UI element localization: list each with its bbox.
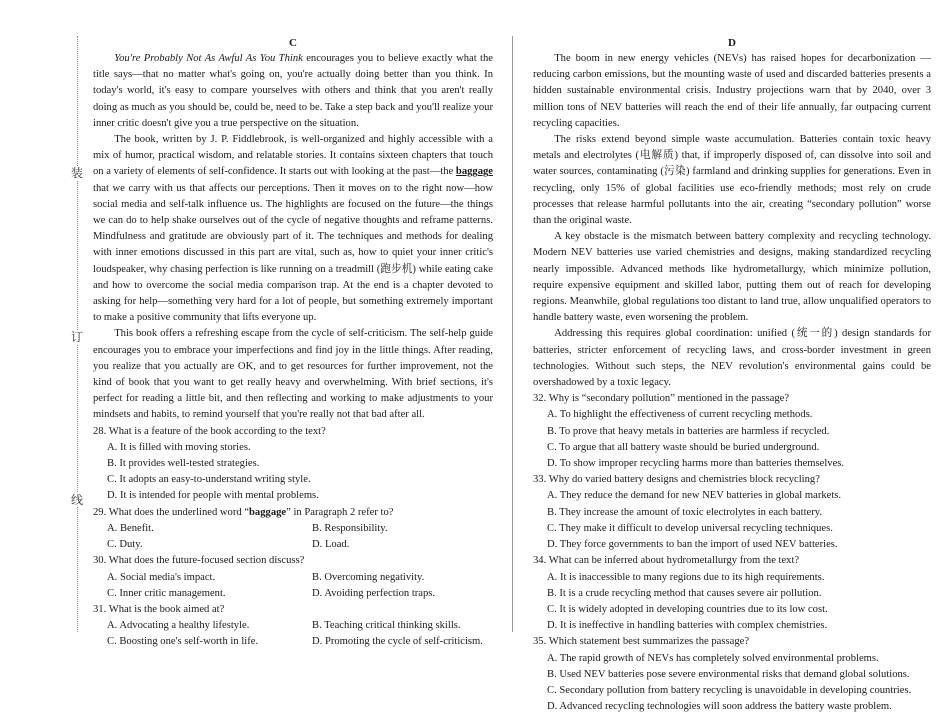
option-d[interactable]: D. Avoiding perfection traps. xyxy=(312,587,436,599)
section-c-paragraph-1: You're Probably Not As Awful As You Think encourages you to believe exactly what the title says—that no matter what's going on, you're actually doing better than you think. In today's world, it's easy to compare yourselves with others and think that you aren't really doing as much as you should be, could be, need to be. Take a step back and you'll realize your inner critic doesn't give you a true perspective on the situation. xyxy=(93,53,493,129)
question-35 xyxy=(533,634,931,715)
option-c[interactable]: C. It adopts an easy-to-understand writing style. xyxy=(107,474,311,486)
section-c-paragraph-3: This book offers a refreshing escape from the cycle of self-criticism. The self-help guide encourages you to embrace your imperfections and find joy in the little things. After reading, you realize that you actually are OK, and to get resources for further improvement, not the kind of book that you want to get really heavy and overwhelming. With brief sections, it's perfect for reading a little bit, and then reflecting and working to make adjustments to your mindsets and habits, to remind yourself that you're really not that bad after all. xyxy=(93,328,493,421)
option-a[interactable]: A. It is inaccessible to many regions due to its high requirements. xyxy=(547,571,825,583)
option-a[interactable]: A. They reduce the demand for new NEV batteries in global markets. xyxy=(547,490,842,502)
option-c[interactable]: C. Inner critic management. xyxy=(107,587,226,599)
option-d[interactable]: D. Promoting the cycle of self-criticism. xyxy=(312,636,483,648)
question-stem: 29. What does the underlined word “baggage” in Paragraph 2 refer to? xyxy=(93,506,394,518)
question-34 xyxy=(533,553,931,634)
section-d-paragraph-4: Addressing this requires global coordination: unified (统一的) design standards for batteries, stricter enforcement of recycling laws, and cross-border investment in green technologies. Without such steps, the NEV revolution's environmental gains could be overshadowed by a toxic legacy. xyxy=(533,328,931,389)
section-d-title: D xyxy=(728,37,736,49)
option-b[interactable]: B. To prove that heavy metals in batteries are harmless if recycled. xyxy=(547,425,830,437)
section-d-paragraph-1: The boom in new energy vehicles (NEVs) has raised hopes for decarbonization — reducing carbon emissions, but the mounting waste of used and discarded batteries presents a hidden sustainable environmental crisis. Industry projections warn that by 2040, over 3 million tons of NEV batteries will reach the end of their life annually, far outpacing current recycling capacities. xyxy=(533,53,931,129)
question-stem: 28. What is a feature of the book according to the text? xyxy=(93,425,326,437)
section-d-paragraph-2: The risks extend beyond simple waste accumulation. Batteries contain toxic heavy metals and electrolytes (电解质) that, if improperly disposed of, can dissolve into soil and water sources, contaminating (污染) farmland and drinking supplies for generations. Even in recycling, only 15% of global facilities use eco-friendly methods; most rely on crude processes that release harmful pollutants into the air, creating “secondary pollution” worse than the original waste. xyxy=(533,134,931,227)
option-d[interactable]: D. Advanced recycling technologies will soon address the battery waste problem. xyxy=(547,701,892,713)
option-c[interactable]: C. They make it difficult to develop universal recycling techniques. xyxy=(547,522,833,534)
option-d[interactable]: D. It is intended for people with mental problems. xyxy=(107,490,319,502)
option-c[interactable]: C. Boosting one's self-worth in life. xyxy=(107,636,259,648)
question-28 xyxy=(93,424,493,505)
option-b[interactable]: B. Overcoming negativity. xyxy=(312,571,425,583)
option-b[interactable]: B. Teaching critical thinking skills. xyxy=(312,620,461,632)
underlined-word: baggage xyxy=(455,166,493,178)
option-b[interactable]: B. Used NEV batteries pose severe environmental risks that demand global solutions. xyxy=(547,668,910,680)
option-a[interactable]: A. It is filled with moving stories. xyxy=(107,441,251,453)
question-30 xyxy=(93,553,493,602)
question-stem: 32. Why is “secondary pollution” mentioned in the passage? xyxy=(533,393,790,405)
option-d[interactable]: D. To show improper recycling harms more than batteries themselves. xyxy=(547,458,845,470)
option-c[interactable]: C. To argue that all battery waste should be buried underground. xyxy=(547,441,820,453)
section-d xyxy=(533,36,931,715)
option-c[interactable]: C. Secondary pollution from battery recycling is unavoidable in developing countries. xyxy=(547,684,912,696)
binding-mark-xian: 线 xyxy=(70,493,83,507)
option-c[interactable]: C. Duty. xyxy=(107,539,143,551)
option-b[interactable]: B. It provides well-tested strategies. xyxy=(107,458,260,470)
option-d[interactable]: D. Load. xyxy=(312,539,350,551)
section-d-paragraph-3: A key obstacle is the mismatch between battery complexity and recycling technology. Modern NEV batteries use varied chemistries and designs, making standardized recycling nearly impossible. Advanced methods like hydrometallurgy, which minimize pollution, require expensive equipment and skilled labor, putting them out of reach for developing regions. Meanwhile, global regulations too distant to land true, allow unqualified operators to handle battery waste, even worsening the problem. xyxy=(533,231,931,324)
question-stem: 34. What can be inferred about hydrometallurgy from the text? xyxy=(533,555,800,567)
column-divider xyxy=(512,36,513,632)
binding-mark-zhuang: 装 xyxy=(70,166,83,180)
section-c-paragraph-2: The book, written by J. P. Fiddlebrook, is well-organized and highly accessible with a mix of humor, practical wisdom, and relatable stories. It contains sixteen chapters that touch on a variety of elements of self-confidence. It starts out with looking at the past—the baggage that we carry with us that affects our perceptions. Then it moves on to the right now—how social media and self-talk influence us. The highlights are focused on the future—the things we can do to help shake ourselves out of the cycle of negative thoughts and reframe patterns. Mindfulness and gratitude are obviously part of it. The techniques and methods for dealing with inner emotions discussed in this part are vital, such as, how to quiet your inner critic's loudspeaker, why chasing perfection is like running on a treadmill (跑步机) while eating cake and how to overcome the social media comparison trap. At the end is a chapter devoted to asking for help—something very hard for a lot of people, but something extremely important to make a positive community that lifts everyone up. xyxy=(93,134,493,324)
option-c[interactable]: C. It is widely adopted in developing countries due to its low cost. xyxy=(547,603,828,615)
question-29 xyxy=(93,505,493,554)
section-c xyxy=(93,36,493,651)
question-32 xyxy=(533,391,931,472)
binding-mark-ding: 订 xyxy=(70,330,83,344)
option-a[interactable]: A. The rapid growth of NEVs has completely solved environmental problems. xyxy=(547,652,879,664)
question-stem: 30. What does the future-focused section discuss? xyxy=(93,555,305,567)
question-stem: 31. What is the book aimed at? xyxy=(93,603,225,615)
question-stem: 35. Which statement best summarizes the passage? xyxy=(533,636,750,648)
option-a[interactable]: A. To highlight the effectiveness of current recycling methods. xyxy=(547,409,813,421)
question-33 xyxy=(533,472,931,553)
option-b[interactable]: B. It is a crude recycling method that causes severe air pollution. xyxy=(547,587,822,599)
question-31 xyxy=(93,602,493,651)
question-stem: 33. Why do varied battery designs and chemistries block recycling? xyxy=(533,474,820,486)
option-a[interactable]: A. Advocating a healthy lifestyle. xyxy=(107,620,250,632)
option-d[interactable]: D. It is ineffective in handling batteries with complex chemistries. xyxy=(547,620,828,632)
option-b[interactable]: B. They increase the amount of toxic electrolytes in each battery. xyxy=(547,506,823,518)
option-d[interactable]: D. They force governments to ban the import of used NEV batteries. xyxy=(547,539,838,551)
section-c-title: C xyxy=(289,37,297,49)
book-title: You're Probably Not As Awful As You Think xyxy=(114,53,303,64)
option-b[interactable]: B. Responsibility. xyxy=(312,522,388,534)
option-a[interactable]: A. Social media's impact. xyxy=(107,571,216,583)
option-a[interactable]: A. Benefit. xyxy=(107,522,154,534)
